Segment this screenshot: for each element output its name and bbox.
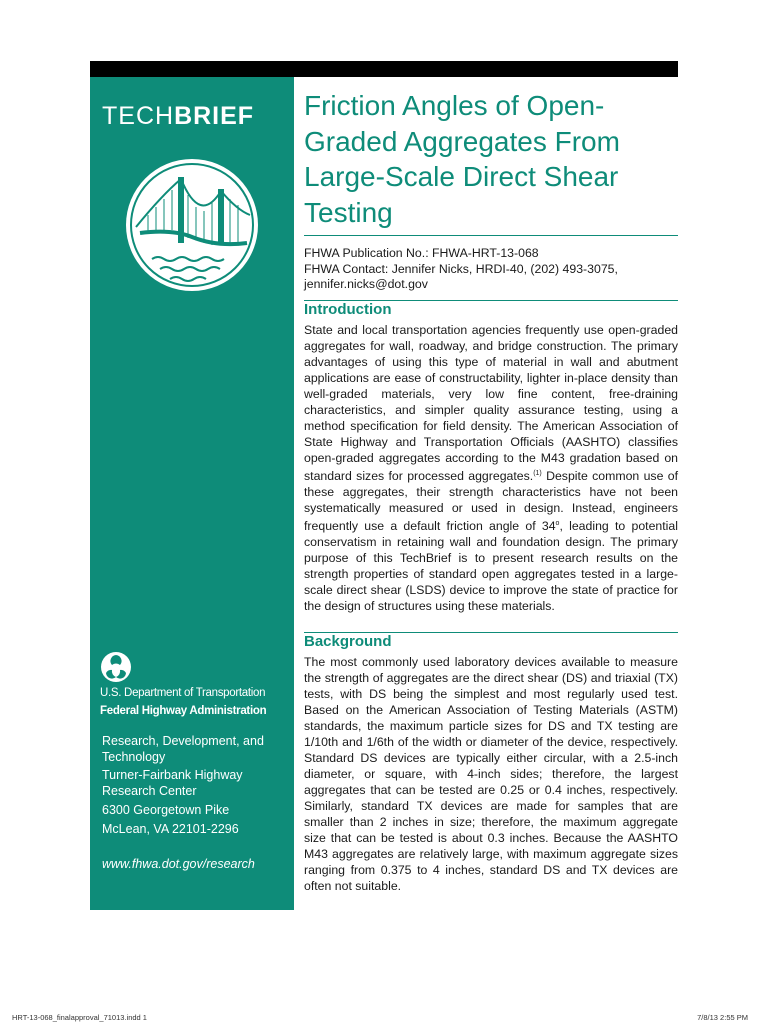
print-file-name: HRT-13-068_finalapproval_71013.indd 1 — [12, 1013, 147, 1022]
address-line-1: Research, Development, and Technology — [102, 734, 264, 764]
introduction-heading: Introduction — [304, 301, 392, 318]
degree-symbol: o — [555, 520, 560, 528]
publication-info — [304, 246, 678, 293]
administration-name: Federal Highway Administration — [100, 705, 267, 717]
reference-marker: (1) — [533, 470, 542, 477]
print-timestamp: 7/8/13 2:55 PM — [697, 1013, 748, 1022]
techbrief-logo: TECHBRIEF — [102, 102, 255, 130]
publication-number: FHWA Publication No.: FHWA-HRT-13-068 — [304, 246, 539, 260]
bridge-icon — [122, 155, 262, 295]
dot-emblem-icon — [100, 651, 132, 683]
title-divider — [304, 235, 678, 236]
top-bar — [90, 61, 678, 77]
department-name: U.S. Department of Transportation — [100, 687, 266, 699]
address-line-2: Turner-Fairbank Highway Research Center — [102, 768, 243, 798]
sidebar-panel — [90, 77, 294, 910]
publication-contact: FHWA Contact: Jennifer Nicks, HRDI-40, (202) 493-3075, jennifer.nicks@dot.gov — [304, 261, 618, 291]
introduction-paragraph: State and local transportation agencies frequently use open-graded aggregates for wall, roadway, and bridge construction. The primary advantages of using this type of material in wall and abutment applications are ease of constructability, lighter in-place density than well-graded materials, very low fine content, free-draining characteristics, and simpler quality assurance testing, using a method specification for field density. The American Association of State Highway and Transportation Officials (AASHTO) classifies open-graded aggregates according to the M43 gradation based on standard sizes for processed aggregates.$^{(1)}$ Despite common use of these aggregates, their strength characteristics have not been systematically measured or used in design. Instead, engineers frequently use a default friction angle of 34$^o$, leading to potential conservatism in retaining wall and foundation design. The primary purpose of this TechBrief is to present research results on the strength properties of standard open aggregates tested in a large-scale direct shear (LSDS) device to improve the state of practice for the design of structures using these materials. — [304, 323, 678, 614]
document-title: Friction Angles of Open-Graded Aggregates From Large-Scale Direct Shear Testing — [304, 90, 620, 228]
background-heading: Background — [304, 633, 392, 650]
website-link[interactable]: www.fhwa.dot.gov/research — [102, 857, 255, 871]
address-line-4: McLean, VA 22101-2296 — [102, 822, 239, 836]
address-line-3: 6300 Georgetown Pike — [102, 803, 230, 817]
background-paragraph: The most commonly used laboratory devices available to measure the strength of aggregates are the direct shear (DS) and triaxial (TX) tests, with DS being the simplest and most regularly used test. Based on the American Association of Testing Materials (ASTM) standards, the maximum particle sizes for DS and TX testing are 1/10th and 1/6th of the width or diameter of the device, respectively. Standard DS devices are typically either circular, with a 2.5-inch diameter, or square, with 4-inch sides; therefore, the largest aggregates that can be tested are 0.25 or 0.4 inches, respectively. Similarly, standard TX devices are made for samples that are smaller than 2 inches in size; therefore, the maximum aggregate size that can be tested is about 0.3 inches. Because the AASHTO M43 aggregates are relatively large, with maximum aggregate sizes ranging from 0.375 to 4 inches, standard DS and TX devices are often not suitable. — [304, 655, 678, 893]
